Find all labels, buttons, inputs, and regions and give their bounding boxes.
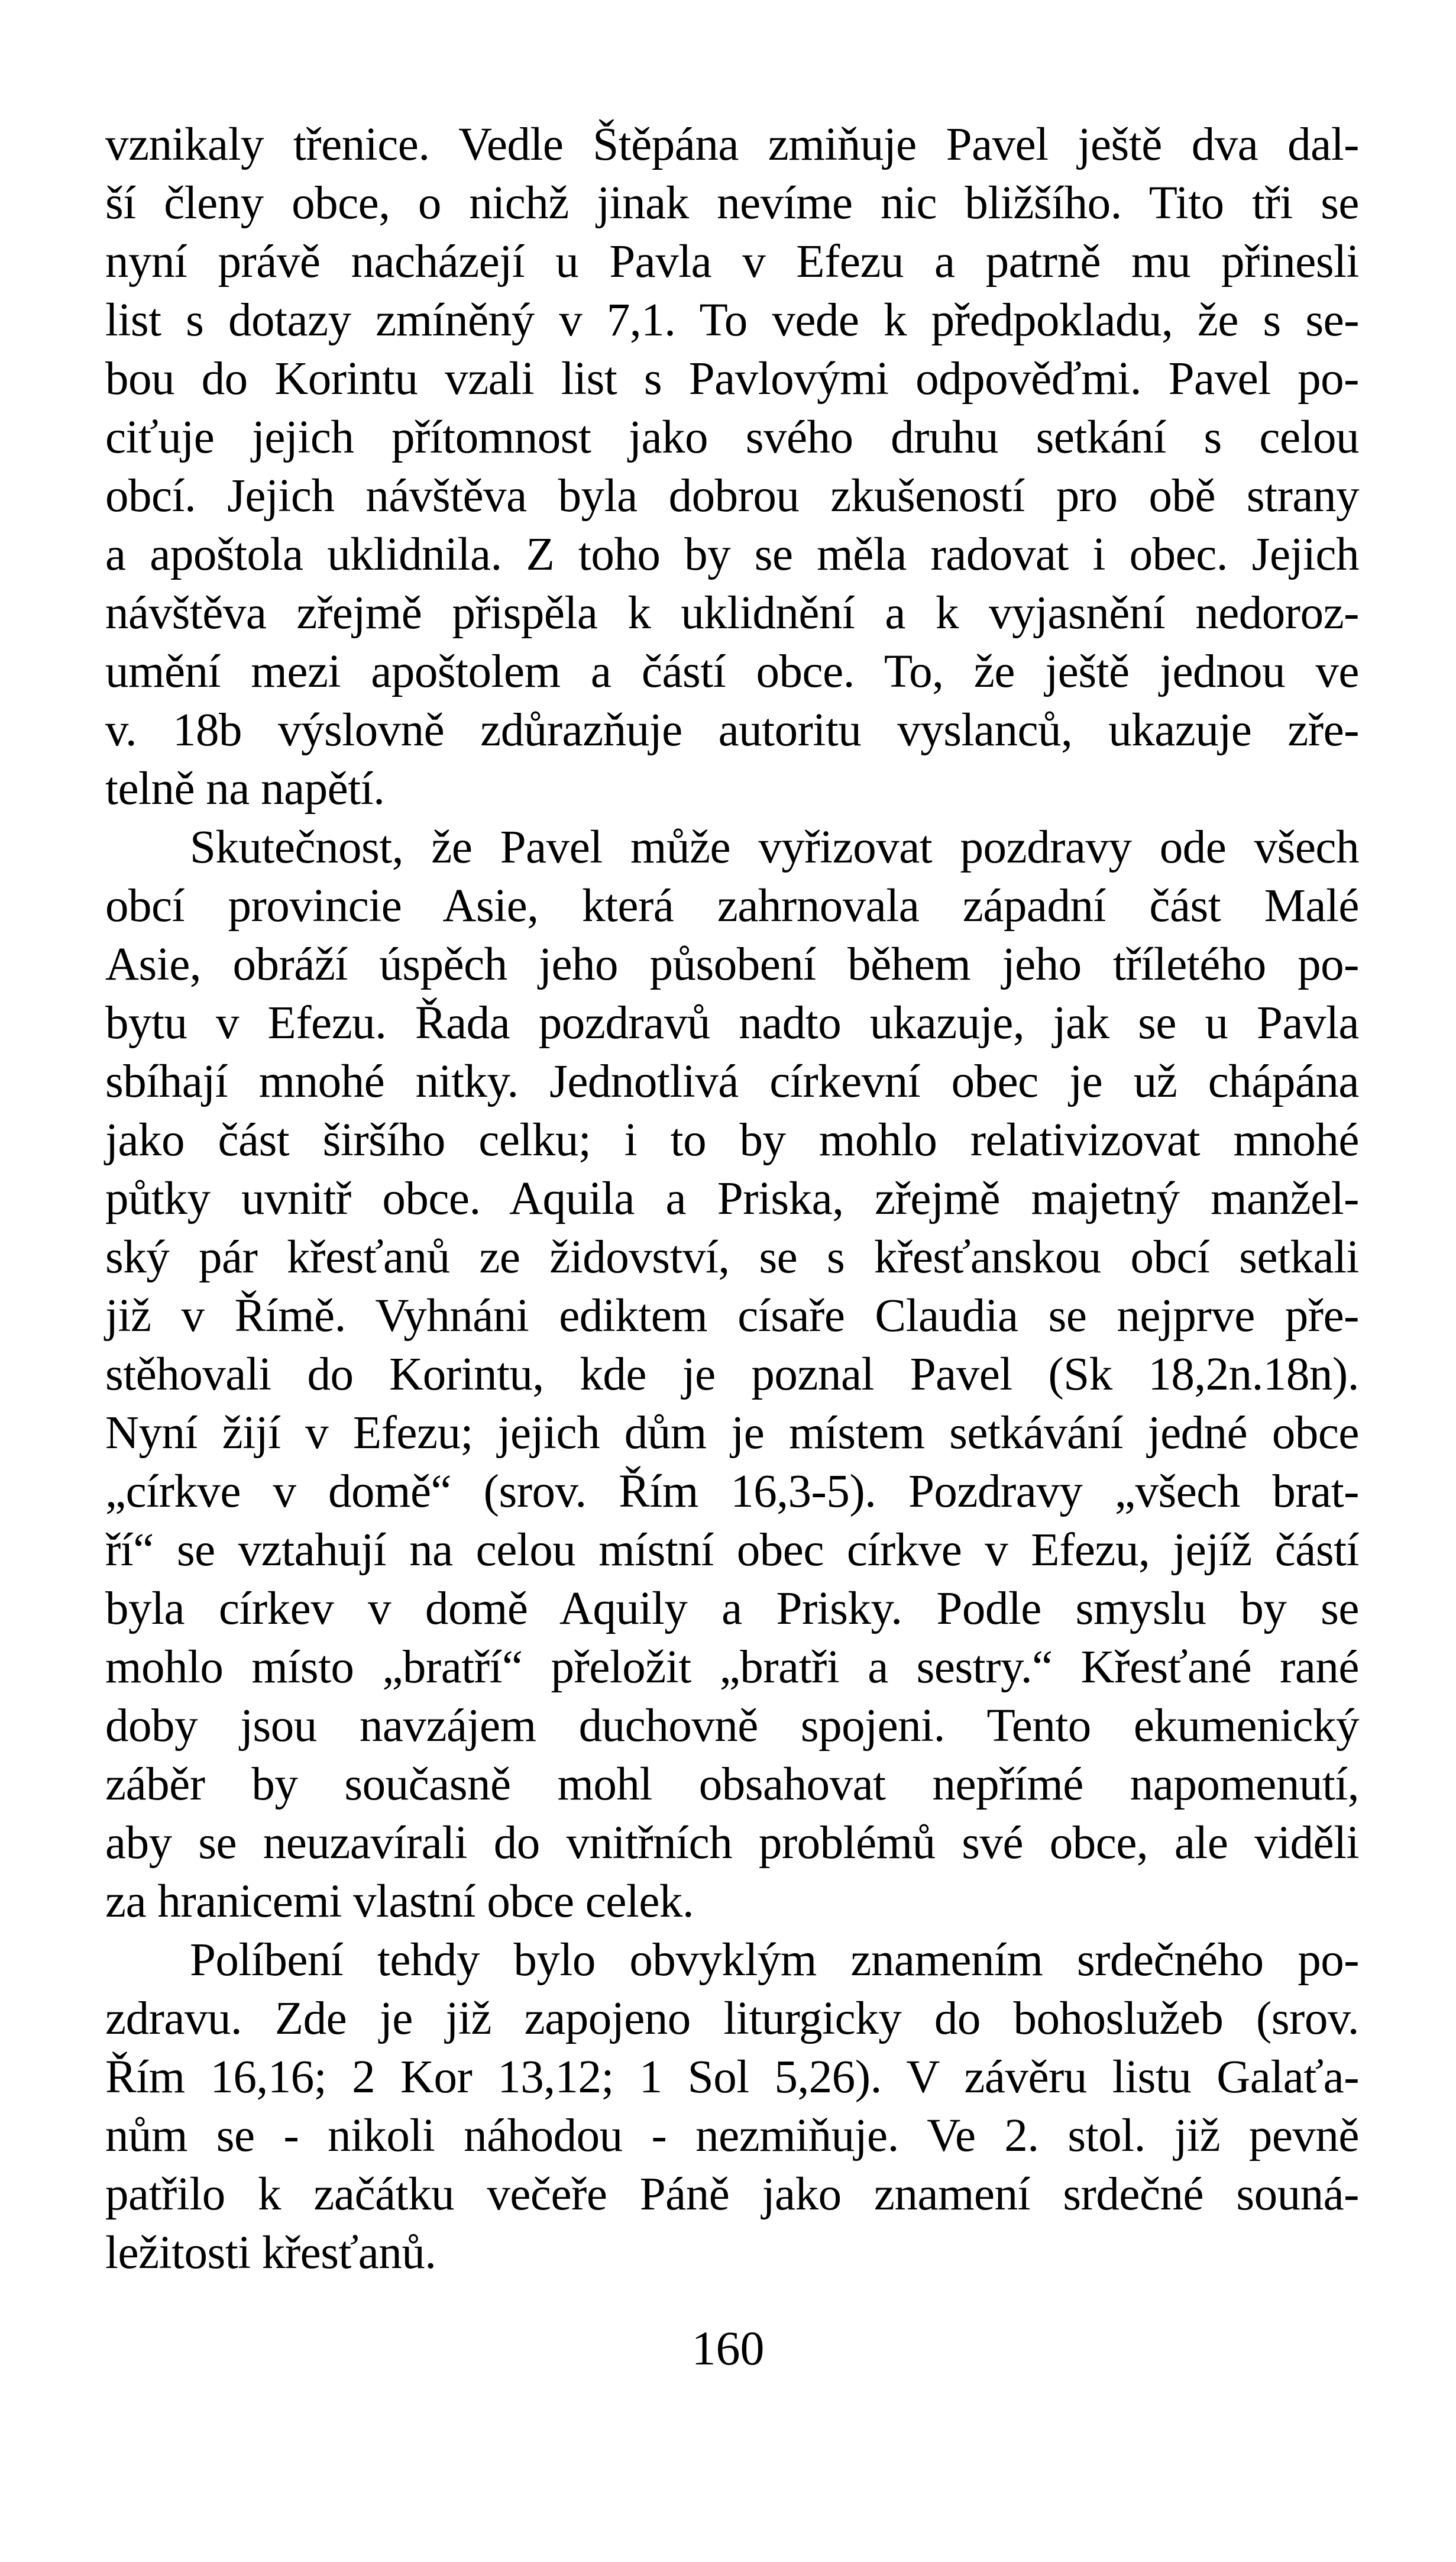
text-line: Asie, obráží úspěch jeho působení během jeho tříletého po- bbox=[105, 939, 1359, 990]
text-line: zdravu. Zde je již zapojeno liturgicky do bohoslužeb (srov. bbox=[105, 1993, 1359, 2044]
text-line: telně na napětí. bbox=[105, 763, 385, 815]
text-line: bou do Korintu vzali list s Pavlovými odpověďmi. Pavel po- bbox=[105, 353, 1359, 405]
text-line: ský pár křesťanů ze židovství, se s křesťanskou obcí setkali bbox=[105, 1232, 1359, 1283]
text-line: půtky uvnitř obce. Aquila a Priska, zřejmě majetný manžel- bbox=[105, 1173, 1359, 1225]
paragraph-2 bbox=[105, 818, 1359, 1931]
text-line: jako část širšího celku; i to by mohlo relativizovat mnohé bbox=[105, 1114, 1359, 1166]
text-line: ciťuje jejich přítomnost jako svého druhu setkání s celou bbox=[105, 412, 1359, 463]
text-line: v. 18b výslovně zdůrazňuje autoritu vyslanců, ukazuje zře- bbox=[105, 705, 1359, 756]
text-line: za hranicemi vlastní obce celek. bbox=[105, 1876, 694, 1927]
text-line: byla církev v domě Aquily a Prisky. Podle smyslu by se bbox=[105, 1583, 1359, 1634]
text-line: návštěva zřejmě přispěla k uklidnění a k vyjasnění nedoroz- bbox=[105, 587, 1359, 639]
text-line: patřilo k začátku večeře Páně jako znamení srdečné souná- bbox=[105, 2169, 1359, 2220]
page-number: 160 bbox=[691, 2321, 765, 2375]
text-line: list s dotazy zmíněný v 7,1. To vede k předpokladu, že s se- bbox=[105, 295, 1359, 346]
text-line: ší členy obce, o nichž jinak nevíme nic bližšího. Tito tři se bbox=[105, 177, 1359, 229]
text-line: mohlo místo „bratří“ přeložit „bratři a sestry.“ Křesťané rané bbox=[105, 1642, 1359, 1693]
text-line: sbíhají mnohé nitky. Jednotlivá církevní obec je už chápána bbox=[105, 1056, 1359, 1107]
text-line: ležitosti křesťanů. bbox=[105, 2227, 436, 2279]
text-line: již v Římě. Vyhnáni ediktem císaře Claudia se nejprve pře- bbox=[105, 1290, 1359, 1342]
text-line: a apoštola uklidnila. Z toho by se měla radovat i obec. Jejich bbox=[105, 529, 1359, 580]
paragraph-1 bbox=[105, 115, 1359, 818]
text-line: obcí provincie Asie, která zahrnovala západní část Malé bbox=[105, 880, 1359, 932]
text-line: aby se neuzavírali do vnitřních problémů své obce, ale viděli bbox=[105, 1817, 1359, 1869]
text-line: obcí. Jejich návštěva byla dobrou zkušeností pro obě strany bbox=[105, 470, 1359, 522]
text-line: doby jsou navzájem duchovně spojeni. Tento ekumenický bbox=[105, 1700, 1359, 1752]
text-line: bytu v Efezu. Řada pozdravů nadto ukazuje, jak se u Pavla bbox=[105, 997, 1359, 1049]
text-line: Řím 16,16; 2 Kor 13,12; 1 Sol 5,26). V závěru listu Galaťa- bbox=[105, 2051, 1359, 2103]
text-line: vznikaly třenice. Vedle Štěpána zmiňuje Pavel ještě dva dal- bbox=[105, 119, 1359, 170]
text-line: Skutečnost, že Pavel může vyřizovat pozdravy ode všech bbox=[190, 822, 1359, 873]
text-line: nům se - nikoli náhodou - nezmiňuje. Ve 2. stol. již pevně bbox=[105, 2110, 1359, 2162]
text-line: umění mezi apoštolem a částí obce. To, že ještě jednou ve bbox=[105, 646, 1359, 697]
text-line: „církve v domě“ (srov. Řím 16,3-5). Pozdravy „všech brat- bbox=[105, 1466, 1359, 1517]
paragraph-3 bbox=[105, 1931, 1359, 2282]
body-text bbox=[105, 115, 1359, 2282]
text-line: nyní právě nacházejí u Pavla v Efezu a patrně mu přinesli bbox=[105, 236, 1359, 287]
text-line: Nyní žijí v Efezu; jejich dům je místem setkávání jedné obce bbox=[105, 1407, 1359, 1459]
text-line: záběr by současně mohl obsahovat nepřímé napomenutí, bbox=[105, 1759, 1359, 1810]
text-line: ří“ se vztahují na celou místní obec církve v Efezu, jejíž částí bbox=[105, 1524, 1359, 1576]
text-line: stěhovali do Korintu, kde je poznal Pavel (Sk 18,2n.18n). bbox=[105, 1349, 1359, 1400]
text-line: Políbení tehdy bylo obvyklým znamením srdečného po- bbox=[190, 1934, 1359, 1986]
